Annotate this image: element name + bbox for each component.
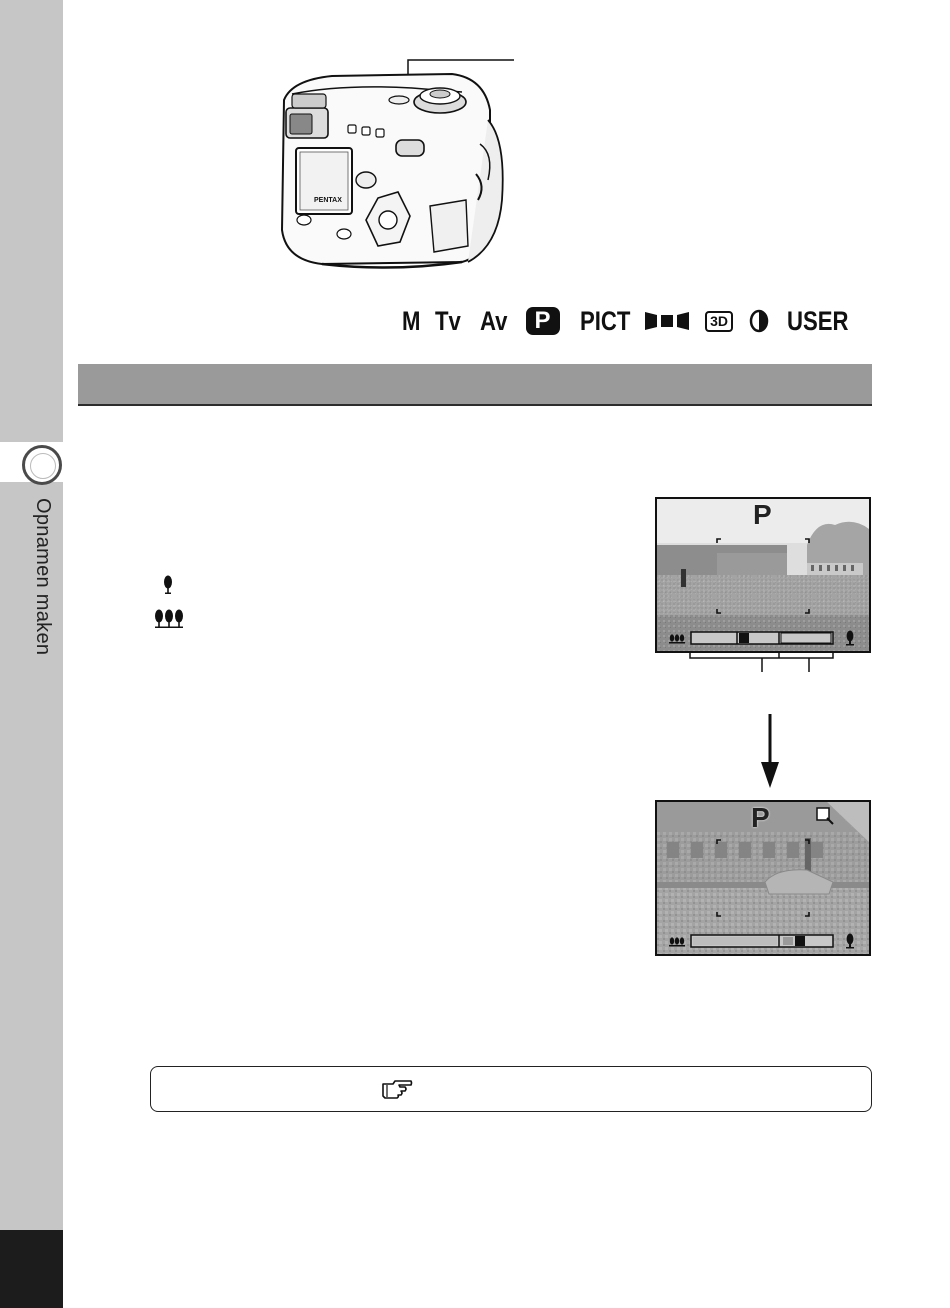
- lcd-wide-zoom-indicator: [669, 631, 854, 646]
- mode-filter-icon: [749, 309, 769, 333]
- wide-angle-trees-icon: [154, 609, 184, 629]
- chapter-label: Opnamen maken: [32, 498, 54, 656]
- camera-brand: PENTAX: [314, 197, 342, 204]
- lcd-zoom-mode: P: [751, 802, 770, 833]
- mode-p-icon: P: [526, 307, 560, 335]
- mode-3d-icon: 3D: [705, 311, 733, 332]
- mode-user-icon: USER: [786, 305, 849, 336]
- zoom-range-brackets: [655, 648, 871, 674]
- section-heading-bar: [78, 364, 872, 406]
- arrow-down-icon: [759, 714, 781, 790]
- mode-pict-icon: PICT: [579, 305, 630, 336]
- lcd-wide-view: [655, 497, 871, 653]
- mode-panorama-icon: [643, 310, 691, 332]
- lcd-wide-mode: P: [753, 499, 772, 530]
- lcd-zoom-zoom-indicator: [669, 934, 854, 949]
- page-corner-block: [0, 1230, 63, 1308]
- reference-note-box: [150, 1066, 872, 1112]
- telephoto-tree-icon: [163, 575, 173, 595]
- chapter-number-circle: [22, 445, 62, 485]
- mode-tv-icon: Tv: [434, 305, 461, 336]
- pointing-hand-icon: [381, 1076, 413, 1100]
- lcd-digital-zoom-view: [655, 800, 871, 956]
- mode-m-icon: M: [402, 305, 421, 336]
- mode-icons-row: [402, 303, 862, 339]
- camera-illustration: [262, 50, 532, 280]
- mode-av-icon: Av: [480, 305, 508, 336]
